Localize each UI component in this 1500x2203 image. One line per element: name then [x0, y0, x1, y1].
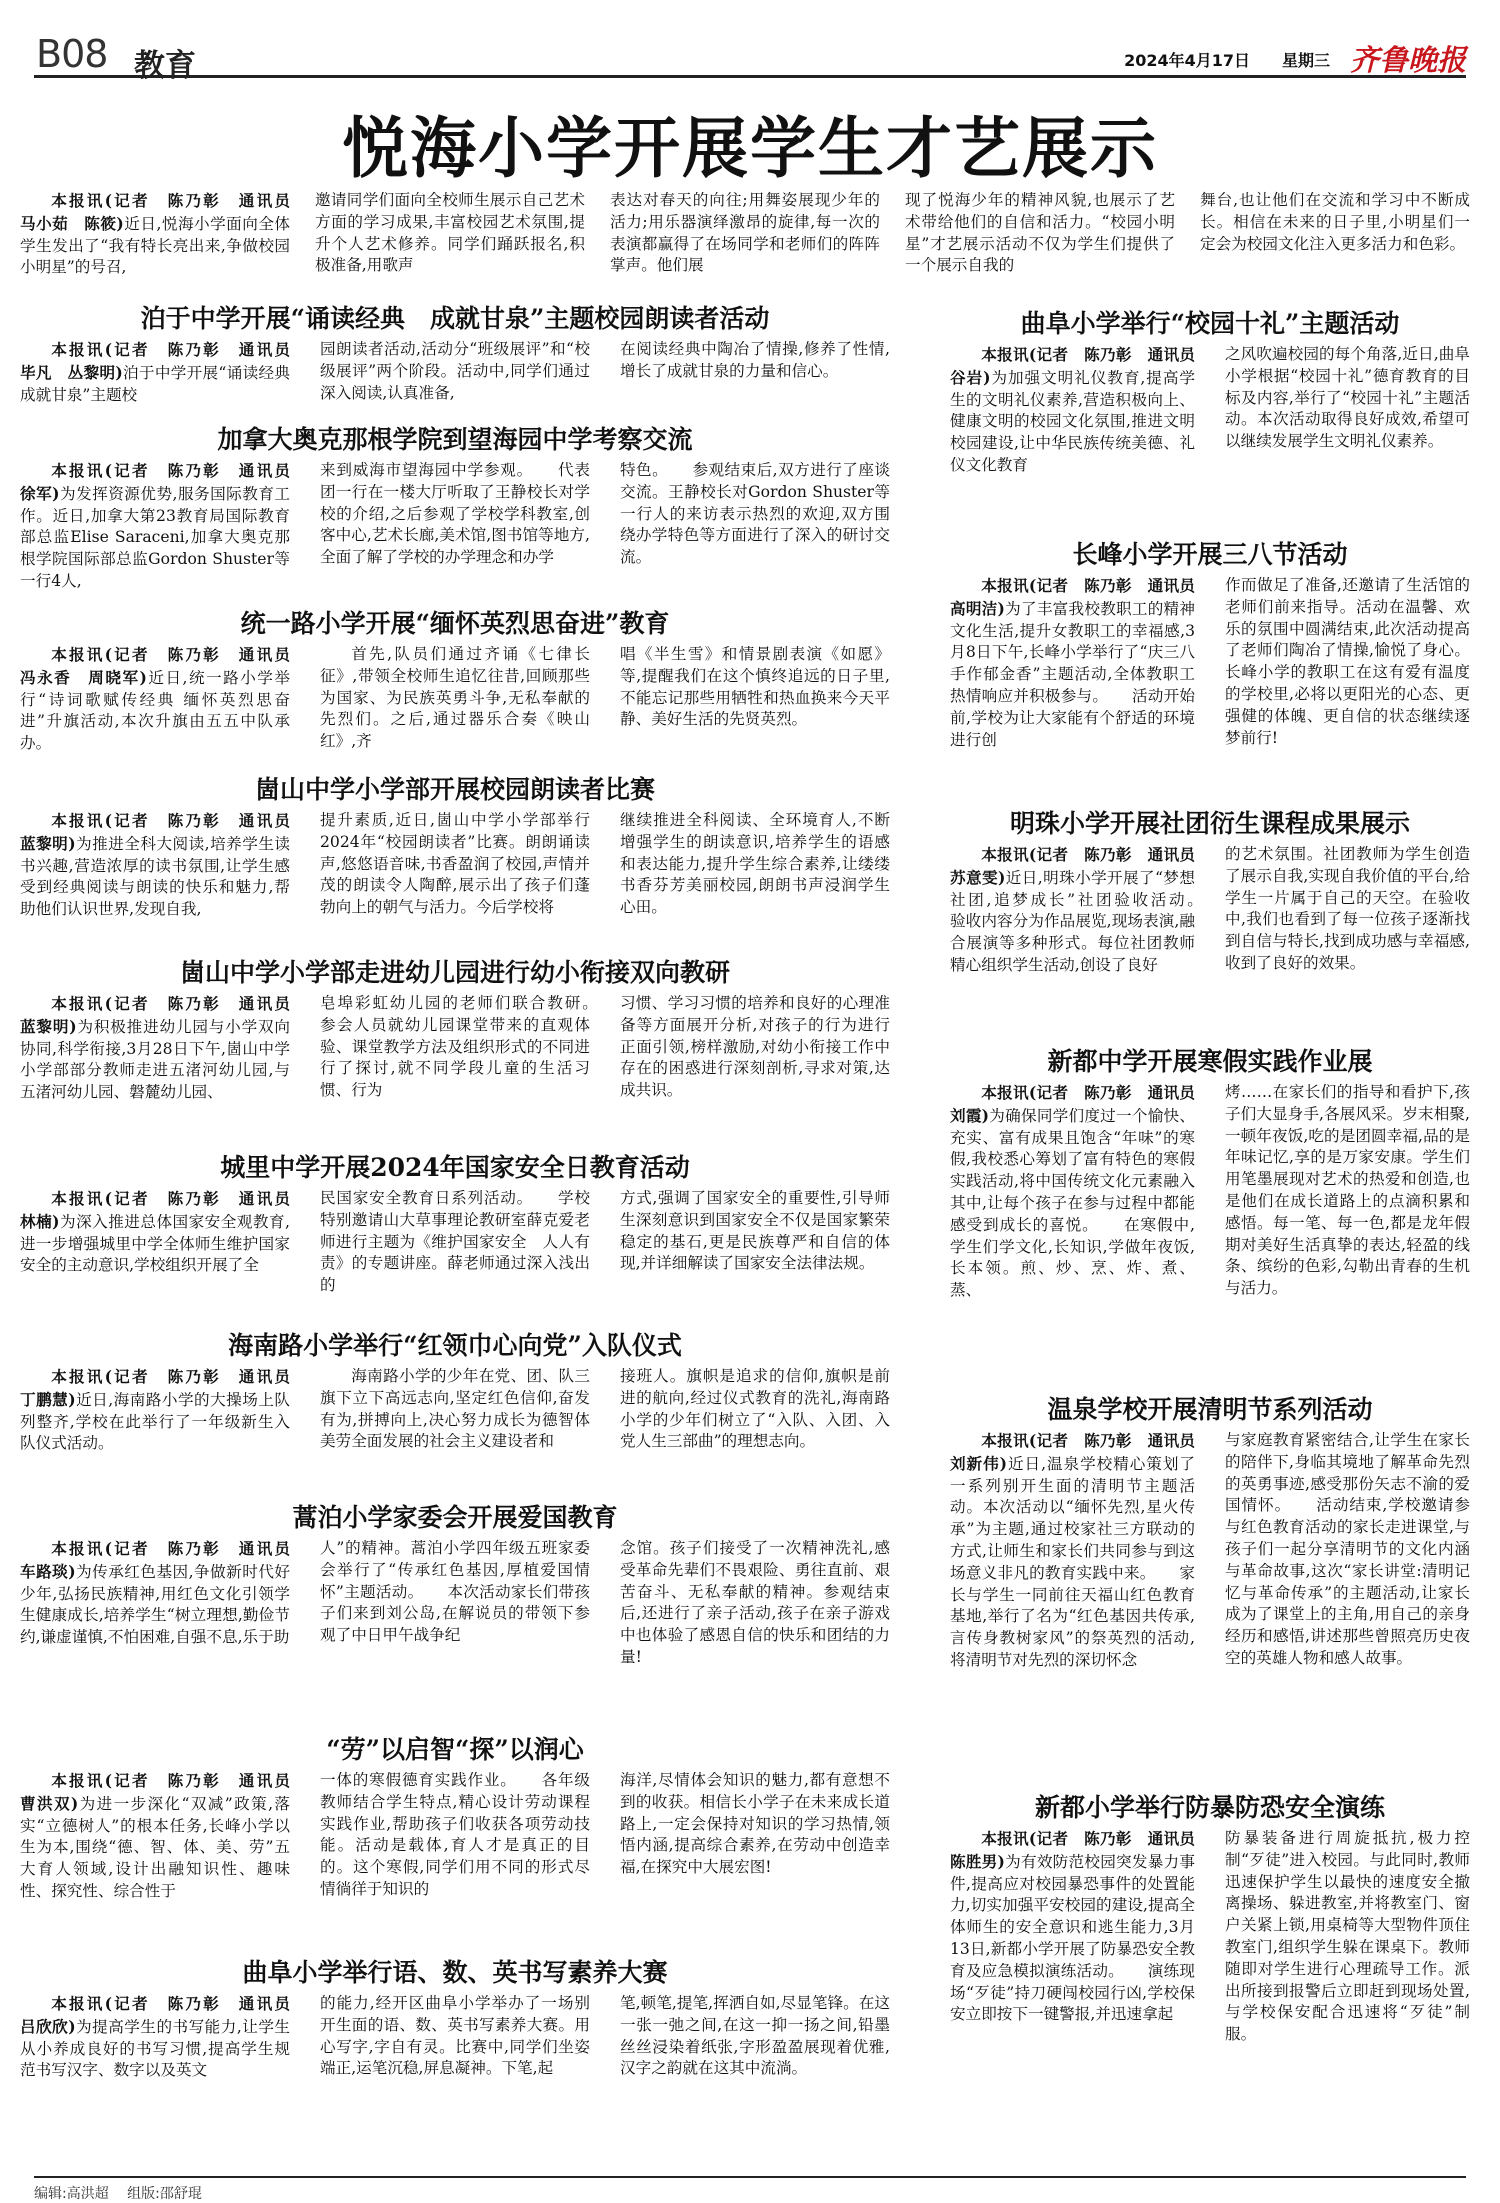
article-column: 本报讯(记者 陈乃彰 通讯员 车路琰)为传承红色基因,争做新时代好少年,弘扬民族精神,用红色文化引领学生健康成长,培养学生“树立理想,勤俭节约,谦虚谨慎,不怕困难,自强不息,乐于助 — [20, 1539, 306, 1647]
article-column: 本报讯(记者 陈乃彰 通讯员 丁鹏慧)近日,海南路小学的大操场上队列整齐,学校在此举行了一年级新生入队仪式活动。 — [20, 1367, 306, 1453]
article-column: 本报讯(记者 陈乃彰 通讯员 蓝黎明)为积极推进幼儿园与小学双向协同,科学衔接,3月28日下午,崮山中学小学部部分教师走进五渚河幼儿园,与五渚河幼儿园、磐麓幼儿园、 — [20, 994, 306, 1102]
article-byline: 本报讯(记者 陈乃彰 通讯员 马小茹 陈筱) — [20, 191, 306, 233]
article-byline: 本报讯(记者 陈乃彰 通讯员 丁鹏慧) — [20, 1367, 306, 1409]
issue-date: 2024年4月17日 — [1124, 51, 1250, 70]
issue-weekday: 星期三 — [1281, 51, 1330, 70]
article-column: 首先,队员们通过齐诵《七律长征》,带领全校师生追忆往昔,回顾那些为国家、为民族英勇斗争,无私奉献的先烈们。之后,通过器乐合奏《映山红》,齐 — [320, 645, 590, 751]
article-column: 来到威海市望海园中学参观。 代表团一行在一楼大厅听取了王静校长对学校的介绍,之后参观了学校学科教室,创客中心,艺术长廊,美术馆,图书馆等地方,全面了解了学校的办学理念和办学 — [320, 461, 590, 567]
page-footer — [34, 2176, 1466, 2203]
article-column: 本报讯(记者 陈乃彰 通讯员 陈胜男)为有效防范校园突发暴力事件,提高应对校园暴恐事件的处置能力,切实加强平安校园的建设,提高全体师生的安全意识和逃生能力,3月13日,新都小学开展了防暴恐安全教育及应急模拟演练活动。 演练现场“歹徒”持刀硬闯校园行凶,学校保安立即按下一键警报,并迅速拿起 — [950, 1829, 1211, 2024]
article-headline: “劳”以启智“探”以润心 — [326, 1735, 584, 1764]
article — [20, 1328, 890, 1493]
article-byline: 本报讯(记者 陈乃彰 通讯员 毕凡 丛黎明) — [20, 340, 306, 382]
article-headline: 崮山中学小学部开展校园朗读者比赛 — [254, 775, 655, 804]
article-byline: 本报讯(记者 陈乃彰 通讯员 蓝黎明) — [20, 994, 306, 1036]
article-headline: 海南路小学举行“红领巾心向党”入队仪式 — [228, 1331, 682, 1360]
article-headline: 明珠小学开展社团衍生课程成果展示 — [1009, 809, 1410, 838]
article-column: 防暴装备进行周旋抵抗,极力控制“歹徒”进入校园。与此同时,教师迅速保护学生以最快的速度安全撤离操场、躲进教室,并将教室门、窗户关紧上锁,用桌椅等大型物件顶住教室门,组织学生躲在课桌下。教师随即对学生进行心理疏导工作。派出所接到报警后立即赶到现场处置,与学校保安配合迅速将“歹徒”制服。 — [1225, 1829, 1470, 2044]
article-column: 唱《半生雪》和情景剧表演《如愿》等,提醒我们在这个慎终追远的日子里,不能忘记那些用牺牲和热血换来今天平静、美好生活的先贤英烈。 — [620, 645, 890, 729]
article-text: 现了悦海少年的精神风貌,也展示了艺术带给他们的自信和活力。“校园小明星”才艺展示活动不仅为学生们提供了一个展示自我的 — [905, 191, 1175, 275]
article-headline: 统一路小学开展“缅怀英烈思奋进”教育 — [240, 609, 670, 638]
article-column: 本报讯(记者 陈乃彰 通讯员 刘霞)为确保同学们度过一个愉快、充实、富有成果且饱含“年味”的寒假,我校悉心筹划了富有特色的寒假实践活动,将中国传统文化元素融入其中,让每个孩子在参与过程中都能感受到成长的喜悦。 在寒假中,学生们学文化,长知识,学做年夜饭,长本领。煎、炒、烹、炸、煮、蒸、 — [950, 1083, 1211, 1300]
article-column: 的能力,经开区曲阜小学举办了一场别开生面的语、数、英书写素养大赛。用心写字,字自有灵。比赛中,同学们坐姿端正,运笔沉稳,屏息凝神。下笔,起 — [320, 1994, 590, 2078]
article-headline: 曲阜小学举行“校园十礼”主题活动 — [1020, 309, 1400, 338]
article — [20, 1500, 890, 1720]
article-column: 之风吹遍校园的每个角落,近日,曲阜小学根据“校园十礼”德育教育的目标及内容,举行了“校园十礼”主题活动。本次活动取得良好成效,希望可以继续发展学生文明礼仪素养。 — [1225, 345, 1470, 451]
article-column: 提升素质,近日,崮山中学小学部举行2024年“校园朗读者”比赛。朗朗诵读声,悠悠语音味,书香盈润了校园,声情并茂的朗读令人陶醉,展示出了孩子们蓬勃向上的朝气与活力。今后学校将 — [320, 811, 590, 917]
article-column: 海洋,尽情体会知识的魅力,都有意想不到的收获。相信长小学子在未来成长道路上,一定会保持对知识的学习热情,领悟内涵,提高综合素养,在劳动中创造幸福,在探究中大展宏图! — [620, 1771, 890, 1877]
article-column: 本报讯(记者 陈乃彰 通讯员 林楠)为深入推进总体国家安全观教育,进一步增强城里中学全体师生维护国家安全的主动意识,学校组织开展了全 — [20, 1189, 306, 1275]
article-text: 本报讯(记者 陈乃彰 通讯员 马小茹 陈筱)近日,悦海小学面向全体学生发出了“我有特长亮出来,争做校园小明星”的号召, — [20, 191, 306, 277]
article — [20, 1732, 890, 1947]
section-name: 教育 — [134, 48, 196, 84]
article-byline: 本报讯(记者 陈乃彰 通讯员 车路琰) — [20, 1539, 306, 1581]
article-byline: 本报讯(记者 陈乃彰 通讯员 刘霞) — [950, 1083, 1211, 1125]
article — [20, 606, 890, 766]
article-column: 的艺术氛围。社团教师为学生创造了展示自我,实现自我价值的平台,给学生一片属于自己的天空。在验收中,我们也看到了每一位孩子逐渐找到自信与特长,找到成功感与幸福感,收到了良好的效果。 — [1225, 845, 1470, 972]
article-column: 本报讯(记者 陈乃彰 通讯员 徐军)为发挥资源优势,服务国际教育工作。近日,加拿大第23教育局国际教育部总监Elise Saraceni,加拿大奥克那根学院国际部总监Gordon Shuster等一行4人, — [20, 461, 306, 590]
article-headline: 蒿泊小学家委会开展爱国教育 — [292, 1503, 618, 1532]
article — [950, 1790, 1470, 2170]
article — [20, 1150, 890, 1325]
lead-article — [20, 190, 1470, 286]
article — [20, 1955, 890, 2170]
article-column: 方式,强调了国家安全的重要性,引导师生深刻意识到国家安全不仅是国家繁荣稳定的基石,更是民族尊严和自信的体现,并详细解读了国家安全法律法规。 — [620, 1189, 890, 1273]
article-column: 本报讯(记者 陈乃彰 通讯员 谷岩)为加强文明礼仪教育,提高学生的文明礼仪素养,营造积极向上、健康文明的校园文化氛围,推进文明校园建设,让中华民族传统美德、礼仪文化教育 — [950, 345, 1211, 474]
article-column: 烤……在家长们的指导和看护下,孩子们大显身手,各展风采。岁末相聚,一顿年夜饭,吃的是团圆幸福,品的是年味记忆,享的是万家安康。学生们用笔墨展现对艺术的热爱和创造,也是他们在成长道路上的点滴积累和感悟。每一笔、每一色,都是龙年假期对美好生活真挚的表达,轻盈的线条、缤纷的色彩,勾勒出青春的生机与活力。 — [1225, 1083, 1470, 1298]
article-byline: 本报讯(记者 陈乃彰 通讯员 曹洪双) — [20, 1771, 306, 1813]
article-headline: 新都小学举行防暴防恐安全演练 — [1034, 1793, 1385, 1822]
article-column: 念馆。孩子们接受了一次精神洗礼,感受革命先辈们不畏艰险、勇往直前、艰苦奋斗、无私奉献的精神。参观结束后,还进行了亲子活动,孩子在亲子游戏中也体验了感恩自信的快乐和团结的力量! — [620, 1539, 890, 1666]
article-column: 民国家安全教育日系列活动。 学校特别邀请山大草事理论教研室薛克爱老师进行主题为《维护国家安全 人人有责》的专题讲座。薛老师通过深入浅出的 — [320, 1189, 590, 1295]
article-headline: 崮山中学小学部走进幼儿园进行幼小衔接双向教研 — [179, 958, 730, 987]
article-headline: 加拿大奥克那根学院到望海园中学考察交流 — [217, 425, 693, 454]
layout-credit: 组版:邵舒琨 — [127, 2186, 202, 2202]
article — [20, 772, 890, 947]
main-headline: 悦海小学开展学生才艺展示 — [342, 109, 1158, 187]
article — [20, 301, 890, 419]
article-byline: 本报讯(记者 陈乃彰 通讯员 蓝黎明) — [20, 811, 306, 853]
article-column — [315, 190, 585, 286]
article-byline: 本报讯(记者 陈乃彰 通讯员 徐军) — [20, 461, 306, 503]
article-column: 园朗读者活动,活动分“班级展评”和“校级展评”两个阶段。活动中,同学们通过深入阅读,认真准备, — [320, 340, 590, 402]
article-column: 人”的精神。蒿泊小学四年级五班家委会举行了“传承红色基因,厚植爱国情怀”主题活动。 本次活动家长们带孩子们来到刘公岛,在解说员的带领下参观了中日甲午战争纪 — [320, 1539, 590, 1645]
masthead-logo: 齐鲁晚报 — [1349, 43, 1466, 77]
article-column: 本报讯(记者 陈乃彰 通讯员 苏意雯)近日,明珠小学开展了“梦想社团,追梦成长”社团验收活动。 验收内容分为作品展览,现场表演,融合展演等多种形式。每位社团教师精心组织学生活动,创设了良好 — [950, 845, 1227, 974]
article-column: 笔,顿笔,提笔,挥洒自如,尽显笔锋。在这一张一弛之间,在这一抑一扬之间,铅墨丝丝浸染着纸张,字形盈盈展现着优雅,汉字之韵就在这其中流淌。 — [620, 1994, 890, 2078]
article-byline: 本报讯(记者 陈乃彰 通讯员 吕欣欣) — [20, 1994, 306, 2036]
article — [950, 306, 1470, 531]
article-headline: 城里中学开展2024年国家安全日教育活动 — [220, 1153, 690, 1182]
article-headline: 长峰小学开展三八节活动 — [1072, 540, 1348, 569]
article-headline: 新都中学开展寒假实践作业展 — [1047, 1047, 1373, 1076]
article-text: 邀请同学们面向全校师生展示自己艺术方面的学习成果,丰富校园艺术氛围,提升个人艺术修养。同学们踊跃报名,积极准备,用歌声 — [315, 191, 585, 275]
article-column: 作而做足了准备,还邀请了生活馆的老师们前来指导。活动在温馨、欢乐的氛围中圆满结束,此次活动提高了老师们陶冶了情操,愉悦了身心。长峰小学的教职工在这有爱有温度的学校里,必将以更阳光的心态、更强健的体魄、更自信的状态继续逐梦前行! — [1225, 576, 1470, 747]
article-byline: 本报讯(记者 陈乃彰 通讯员 林楠) — [20, 1189, 306, 1231]
article-column: 皂埠彩虹幼儿园的老师们联合教研。 参会人员就幼儿园课堂带来的直观体验、课堂教学方法及组织形式的不同进行了探讨,就不同学段儿童的生活习惯、行为 — [320, 994, 622, 1100]
page-header — [34, 30, 1466, 84]
article-text: 舞台,也让他们在交流和学习中不断成长。相信在未来的日子里,小明星们一定会为校园文化注入更多活力和色彩。 — [1200, 191, 1470, 253]
article-column: 习惯、学习习惯的培养和良好的心理准备等方面展开分析,对孩子的行为进行正面引领,榜样激励,对幼小衔接工作中存在的困惑进行深刻剖析,寻求对策,达成共识。 — [620, 994, 890, 1100]
article-text: 表达对春天的向往;用舞姿展现少年的活力;用乐器演绎激昂的旋律,每一次的表演都赢得了在场同学和老师们的阵阵掌声。他们展 — [610, 191, 880, 275]
article-column: 本报讯(记者 陈乃彰 通讯员 毕凡 丛黎明)泊于中学开展“诵读经典 成就甘泉”主题校 — [20, 340, 306, 404]
article-column: 本报讯(记者 陈乃彰 通讯员 冯永香 周晓军)近日,统一路小学举行“诗词歌赋传经典 缅怀英烈思奋进”升旗活动,本次升旗由五五中队承办。 — [20, 645, 306, 753]
editor-credit: 编辑:高洪超 — [34, 2186, 109, 2202]
article-byline: 本报讯(记者 陈乃彰 通讯员 陈胜男) — [950, 1829, 1211, 1871]
article-byline: 本报讯(记者 陈乃彰 通讯员 高明洁) — [950, 576, 1211, 618]
article-headline: 温泉学校开展清明节系列活动 — [1047, 1395, 1373, 1424]
article-headline: 泊于中学开展“诵读经典 成就甘泉”主题校园朗读者活动 — [140, 304, 770, 333]
article-column: 与家庭教育紧密结合,让学生在家长的陪伴下,身临其境地了解革命先烈的英勇事迹,感受那份矢志不渝的爱国情怀。 活动结束,学校邀请参与红色教育活动的家长走进课堂,与孩子们一起分享清明节的文化内涵与革命故事,这次“家长讲堂:清明记忆与革命传承”的主题活动,让家长成为了课堂上的主角,用自己的亲身经历和感悟,讲述那些曾照亮历史夜空的英雄人物和感人故事。 — [1225, 1431, 1470, 1667]
article-column: 本报讯(记者 陈乃彰 通讯员 高明洁)为了丰富我校教职工的精神文化生活,提升女教职工的幸福感,3月8日下午,长峰小学举行了“庆三八手作郁金香”主题活动,全体教职工热情响应并积极参与。 活动开始前,学校为让大家能有个舒适的环境进行创 — [950, 576, 1211, 749]
article — [950, 1044, 1470, 1389]
article-column — [610, 190, 880, 286]
article-column: 一体的寒假德育实践作业。 各年级教师结合学生特点,精心设计劳动课程实践作业,帮助孩子们收获各项劳动技能。活动是载体,育人才是真正的目的。这个寒假,同学们用不同的形式尽情徜徉于知识的 — [320, 1771, 590, 1898]
article-column: 海南路小学的少年在党、团、队三旗下立下高远志向,坚定红色信仰,奋发有为,拼搏向上,决心努力成长为德智体美劳全面发展的社会主义建设者和 — [320, 1367, 590, 1451]
article — [20, 422, 890, 602]
article-headline: 曲阜小学举行语、数、英书写素养大赛 — [242, 1958, 668, 1987]
article-column: 接班人。旗帜是追求的信仰,旗帜是前进的航向,经过仪式教育的洗礼,海南路小学的少年们树立了“入队、入团、入党人生三部曲”的理想志向。 — [620, 1367, 890, 1451]
article-column: 特色。 参观结束后,双方进行了座谈交流。王静校长对Gordon Shuster等一行人的来访表示热烈的欢迎,双方围绕办学特色等方面进行了深入的研讨交流。 — [620, 461, 890, 567]
article-column — [20, 190, 306, 286]
article — [950, 537, 1470, 812]
article-column — [1200, 190, 1470, 286]
article — [950, 806, 1470, 1041]
article-column: 本报讯(记者 陈乃彰 通讯员 刘新伟)近日,温泉学校精心策划了一系列别开生面的清明节主题活动。本次活动以“缅怀先烈,星火传承”为主题,通过校家社三方联动的方式,让师生和家长们共同参与到这场意义非凡的教育实践中来。 家长与学生一同前往天福山红色教育基地,举行了名为“红色基因共传承,言传身教树家风”的祭英烈的活动,将清明节对先烈的深切怀念 — [950, 1431, 1211, 1669]
article-column: 本报讯(记者 陈乃彰 通讯员 曹洪双)为进一步深化“双减”政策,落实“立德树人”的根本任务,长峰小学以生为本,围绕“德、智、体、美、劳”五大育人领域,设计出融知识性、趣味性、探究性、综合性于 — [20, 1771, 306, 1900]
article-column: 在阅读经典中陶冶了情操,修养了性情,增长了成就甘泉的力量和信心。 — [620, 340, 890, 380]
article-byline: 本报讯(记者 陈乃彰 通讯员 苏意雯) — [950, 845, 1211, 887]
article-byline: 本报讯(记者 陈乃彰 通讯员 谷岩) — [950, 345, 1211, 387]
article-column: 继续推进全科阅读、全环境育人,不断增强学生的朗读意识,培养学生的语感和表达能力,提升学生综合素养,让缕缕书香芬芳美丽校园,朗朗书声浸润学生心田。 — [620, 811, 890, 917]
page-number: B08 — [36, 32, 108, 76]
article-column: 本报讯(记者 陈乃彰 通讯员 蓝黎明)为推进全科大阅读,培养学生读书兴趣,营造浓厚的读书氛围,让学生感受到经典阅读与朗读的快乐和魅力,帮助他们认识世界,发现自我, — [20, 811, 306, 919]
article-column — [905, 190, 1175, 286]
article — [950, 1392, 1470, 1782]
article-byline: 本报讯(记者 陈乃彰 通讯员 刘新伟) — [950, 1431, 1211, 1473]
article-byline: 本报讯(记者 陈乃彰 通讯员 冯永香 周晓军) — [20, 645, 306, 687]
article-column: 本报讯(记者 陈乃彰 通讯员 吕欣欣)为提高学生的书写能力,让学生从小养成良好的书写习惯,提高学生规范书写汉字、数字以及英文 — [20, 1994, 306, 2080]
article — [20, 955, 890, 1150]
